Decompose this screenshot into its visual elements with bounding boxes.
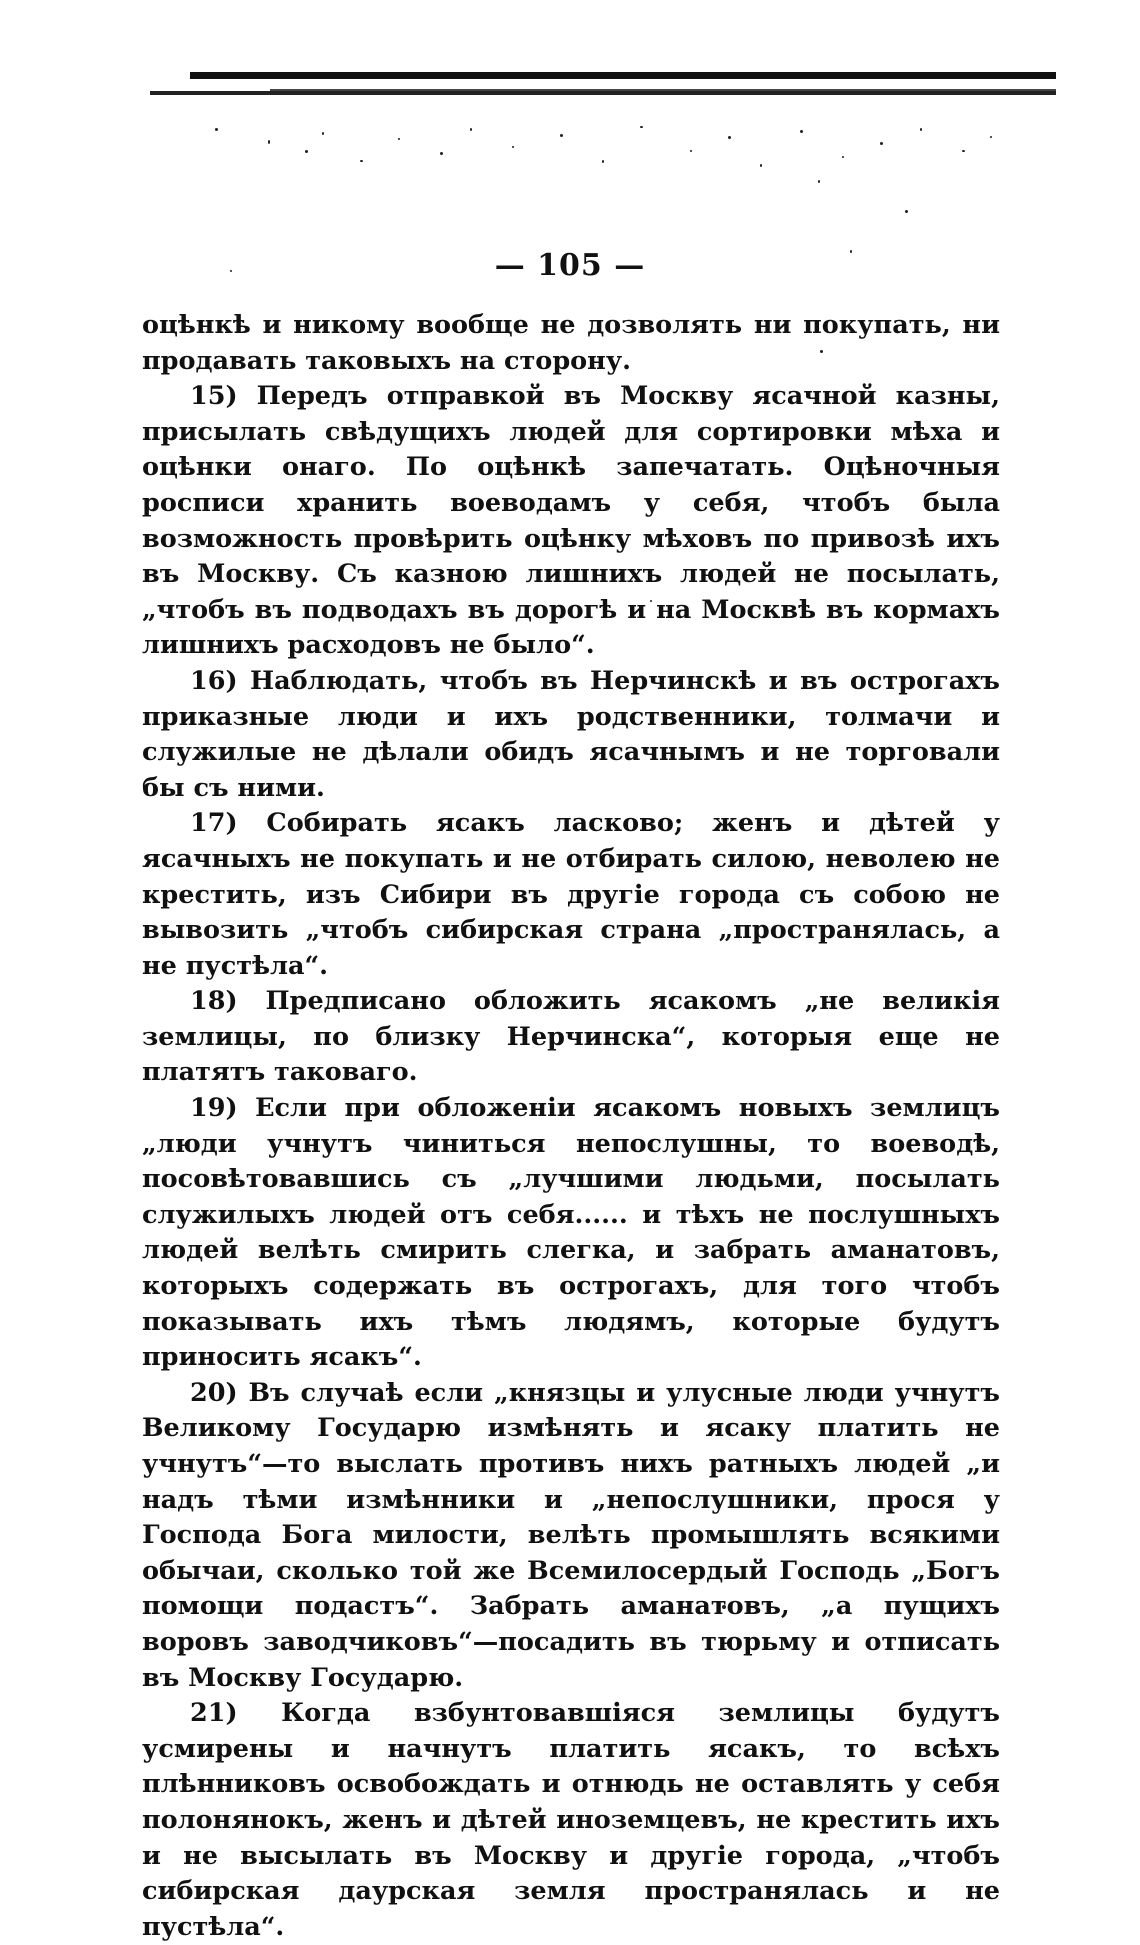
- page-number: — 105 —: [494, 248, 646, 283]
- header-rule: [150, 72, 1056, 110]
- paragraph-17: 17) Собирать ясакъ ласково; женъ и дѣтей у ясачныхъ не покупать и не отбирать силою, неволею не крестить, изъ Сибири въ другіе города съ собою не вывозить „чтобъ сибирская страна „пространялась, а не пустѣла“.: [142, 808, 1000, 981]
- paragraph-20: 20) Въ случаѣ если „князцы и улусные люди учнутъ Великому Государю измѣнять и ясаку платить не учнутъ“—то выслать противъ нихъ ратныхъ людей „и надъ тѣми измѣнники и „непослушники, прося у Господа Бога милости, велѣть промышлять всякими обычаи, сколько той же Всемилосердый Господь „Богъ помощи подастъ“. Забрать аманатовъ, „а пущихъ воровъ заводчиковъ“—посадить въ тюрьму и отписать въ Москву Государю.: [142, 1377, 1000, 1693]
- paragraph-15: 15) Передъ отправкой въ Москву ясачной казны, присылать свѣдущихъ людей для сортировки мѣха и оцѣнки онаго. По оцѣнкѣ запечатать. Оцѣночныя росписи хранить воеводамъ у себя, чтобъ была возможность провѣрить оцѣнку мѣховъ по привозѣ ихъ въ Москву. Съ казною лишнихъ людей не посылать, „чтобъ въ подводахъ въ дорогѣ и на Москвѣ въ кормахъ лишнихъ расходовъ не было“.: [142, 381, 1000, 661]
- paragraph-16: 16) Наблюдать, чтобъ въ Нерчинскѣ и въ острогахъ приказные люди и ихъ родственники, толмачи и служилые не дѣлали обидъ ясачнымъ и не торговали бы съ ними.: [142, 665, 1000, 803]
- body-text: [142, 308, 1000, 1945]
- paragraph-19: 19) Если при обложеніи ясакомъ новыхъ землицъ „люди учнутъ чиниться непослушны, то воеводѣ, посовѣтовавшись съ „лучшими людьми, посылать служилыхъ людей отъ себя...... и тѣхъ не послушныхъ людей велѣть смирить слегка, и забрать аманатовъ, которыхъ содержать въ острогахъ, для того чтобъ показывать ихъ тѣмъ людямъ, которые будутъ приносить ясакъ“.: [142, 1093, 1000, 1373]
- paragraph-18: 18) Предписано обложить ясакомъ „не великія землицы, по близку Нерчинска“, которыя еще не платятъ таковаго.: [142, 986, 1000, 1088]
- paragraph-21: 21) Когда взбунтовавшіяся землицы будутъ усмирены и начнутъ платить ясакъ, то всѣхъ плѣнниковъ освобождать и отнюдь не оставлять у себя полонянокъ, женъ и дѣтей иноземцевъ, не крестить ихъ и не высылать въ Москву и другіе города, „чтобъ сибирская даурская земля пространялась и не пустѣла“.: [142, 1698, 1000, 1942]
- paragraph-continued: оцѣнкѣ и никому вообще не дозволять ни покупать, ни продавать таковыхъ на сторону.: [142, 310, 1000, 376]
